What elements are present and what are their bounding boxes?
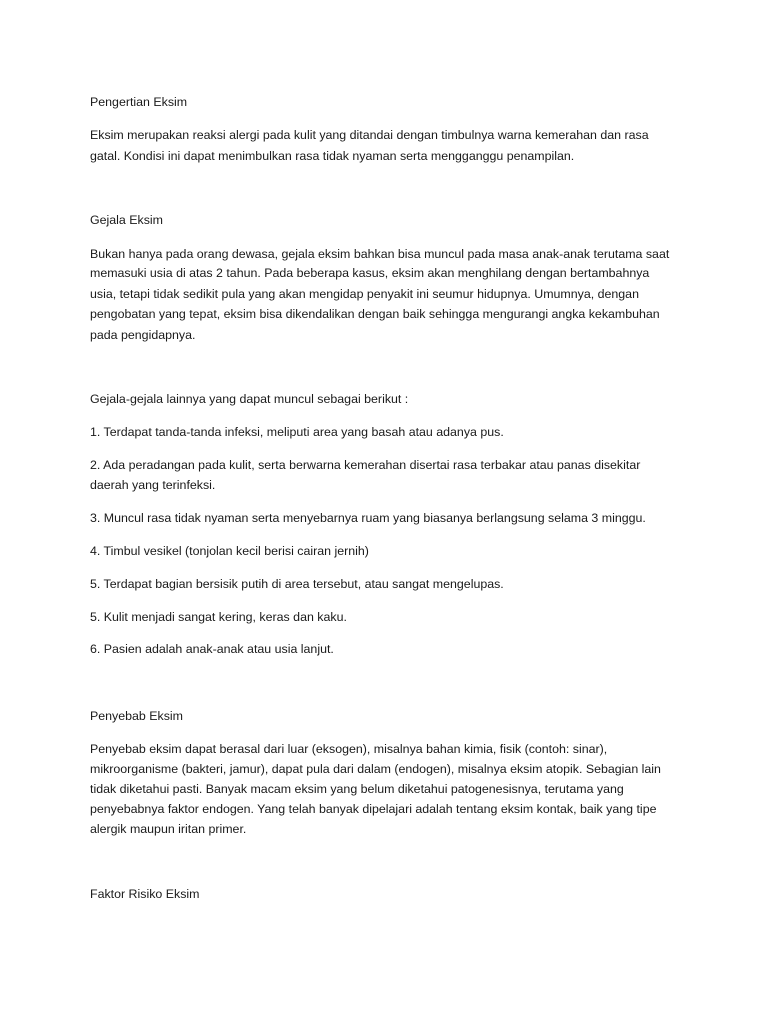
list-item: 6. Pasien adalah anak-anak atau usia lanjut. (90, 642, 334, 656)
paragraph-line: Bukan hanya pada orang dewasa, gejala eksim bahkan bisa muncul pada masa anak-anak terutama saat (90, 247, 670, 261)
paragraph-line: mikroorganisme (bakteri, jamur), dapat pula dari dalam (endogen), misalnya eksim atopik. Sebagian lain (90, 762, 661, 776)
list-item: 2. Ada peradangan pada kulit, serta berwarna kemerahan disertai rasa terbakar atau panas disekitar (90, 458, 641, 472)
list-item: 4. Timbul vesikel (tonjolan kecil berisi cairan jernih) (90, 544, 369, 558)
paragraph-line: tidak diketahui pasti. Banyak macam eksim yang belum diketahui patogenesisnya, terutama yang (90, 782, 624, 796)
paragraph-line: usia, tetapi tidak sedikit pula yang akan mengidap penyakit ini seumur hidupnya. Umumnya, dengan (90, 287, 639, 301)
paragraph-line: Eksim merupakan reaksi alergi pada kulit yang ditandai dengan timbulnya warna kemerahan dan rasa (90, 128, 649, 142)
list-item: 5. Terdapat bagian bersisik putih di area tersebut, atau sangat mengelupas. (90, 577, 504, 591)
list-intro: Gejala-gejala lainnya yang dapat muncul sebagai berikut : (90, 392, 409, 406)
paragraph-line: pengobatan yang tepat, eksim bisa dikendalikan dengan baik sehingga mengurangi angka kekambuhan (90, 307, 660, 321)
section-heading-pengertian: Pengertian Eksim (90, 95, 188, 109)
list-item: 5. Kulit menjadi sangat kering, keras dan kaku. (90, 610, 347, 624)
paragraph-line: alergik maupun iritan primer. (90, 822, 247, 836)
paragraph-line: Penyebab eksim dapat berasal dari luar (eksogen), misalnya bahan kimia, fisik (contoh: sinar), (90, 742, 608, 756)
paragraph-line: gatal. Kondisi ini dapat menimbulkan rasa tidak nyaman serta mengganggu penampilan. (90, 149, 575, 163)
paragraph-line: memasuki usia di atas 2 tahun. Pada beberapa kasus, eksim akan menghilang dengan bertambahnya (90, 266, 650, 280)
paragraph-line: pada pengidapnya. (90, 328, 196, 342)
section-heading-faktor-risiko: Faktor Risiko Eksim (90, 887, 200, 901)
section-heading-gejala: Gejala Eksim (90, 213, 163, 227)
paragraph-line: penyebabnya faktor endogen. Yang telah banyak dipelajari adalah tentang eksim kontak, baik yang tipe (90, 802, 657, 816)
list-item: 1. Terdapat tanda-tanda infeksi, meliputi area yang basah atau adanya pus. (90, 425, 504, 439)
list-item: 3. Muncul rasa tidak nyaman serta menyebarnya ruam yang biasanya berlangsung selama 3 minggu. (90, 511, 646, 525)
list-item-continuation: daerah yang terinfeksi. (90, 478, 216, 492)
section-heading-penyebab: Penyebab Eksim (90, 709, 183, 723)
